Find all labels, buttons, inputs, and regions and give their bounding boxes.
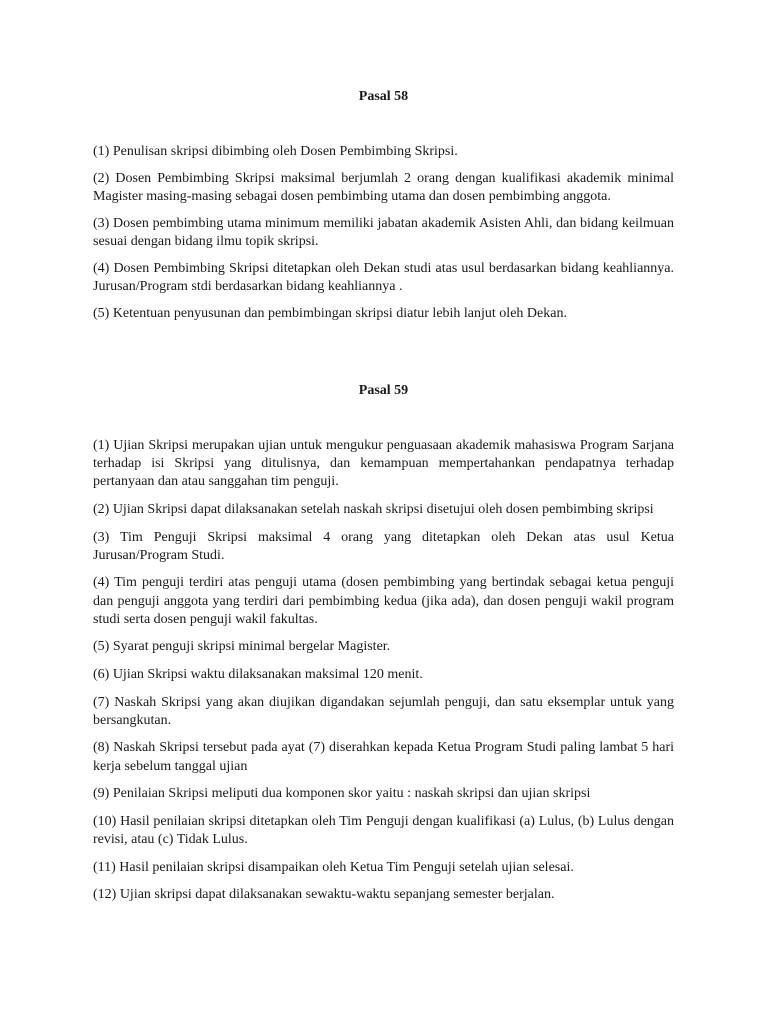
paragraph: (8) Naskah Skripsi tersebut pada ayat (7) diserahkan kepada Ketua Program Studi paling lambat 5 hari kerja sebelum tanggal ujian	[93, 740, 674, 774]
paragraph: (10) Hasil penilaian skripsi ditetapkan oleh Tim Penguji dengan kualifikasi (a) Lulus, (b) Lulus dengan revisi, atau (c) Tidak Lulus.	[93, 813, 674, 847]
section-body-pasal-59	[93, 437, 674, 914]
section-heading-pasal-59: Pasal 59	[358, 383, 409, 398]
section-body-pasal-58	[93, 143, 674, 332]
paragraph: (5) Syarat penguji skripsi minimal bergelar Magister.	[93, 639, 391, 655]
paragraph: (12) Ujian skripsi dapat dilaksanakan sewaktu-waktu sepanjang semester berjalan.	[93, 887, 555, 903]
paragraph: (6) Ujian Skripsi waktu dilaksanakan maksimal 120 menit.	[93, 666, 423, 682]
paragraph: (11) Hasil penilaian skripsi disampaikan oleh Ketua Tim Penguji setelah ujian selesai.	[93, 859, 574, 875]
paragraph: (9) Penilaian Skripsi meliputi dua komponen skor yaitu : naskah skripsi dan ujian skripsi	[93, 786, 591, 802]
paragraph: (1) Penulisan skripsi dibimbing oleh Dosen Pembimbing Skripsi.	[93, 144, 458, 159]
paragraph: (4) Dosen Pembimbing Skripsi ditetapkan oleh Dekan studi atas usul berdasarkan bidang keahliannya. Jurusan/Program stdi berdasarkan bidang keahliannya .	[93, 260, 674, 294]
paragraph: (1) Ujian Skripsi merupakan ujian untuk mengukur penguasaan akademik mahasiswa Program Sarjana terhadap isi Skripsi yang ditulisnya, dan kemampuan mempertahankan pendapatnya terhadap pertanyaan dan atau sanggahan tim penguji.	[93, 438, 674, 490]
paragraph: (3) Dosen pembimbing utama minimum memiliki jabatan akademik Asisten Ahli, dan bidang keilmuan sesuai dengan bidang ilmu topik skripsi.	[93, 215, 674, 249]
paragraph: (4) Tim penguji terdiri atas penguji utama (dosen pembimbing yang bertindak sebagai ketua penguji dan penguji anggota yang terdiri dari pembimbing kedua (jika ada), dan dosen penguji wakil program studi serta dosen penguji wakil fakultas.	[93, 575, 674, 627]
paragraph: (2) Dosen Pembimbing Skripsi maksimal berjumlah 2 orang dengan kualifikasi akademik minimal Magister masing-masing sebagai dosen pembimbing utama dan dosen pembimbing anggota.	[93, 170, 674, 204]
paragraph: (7) Naskah Skripsi yang akan diujikan digandakan sejumlah penguji, dan satu eksemplar untuk yang bersangkutan.	[93, 694, 674, 728]
paragraph: (5) Ketentuan penyusunan dan pembimbingan skripsi diatur lebih lanjut oleh Dekan.	[93, 305, 567, 321]
paragraph: (2) Ujian Skripsi dapat dilaksanakan setelah naskah skripsi disetujui oleh dosen pembimbing skripsi	[93, 502, 654, 517]
section-heading-pasal-58: Pasal 58	[358, 89, 409, 104]
paragraph: (3) Tim Penguji Skripsi maksimal 4 orang yang ditetapkan oleh Dekan atas usul Ketua Jurusan/Program Studi.	[93, 529, 674, 563]
